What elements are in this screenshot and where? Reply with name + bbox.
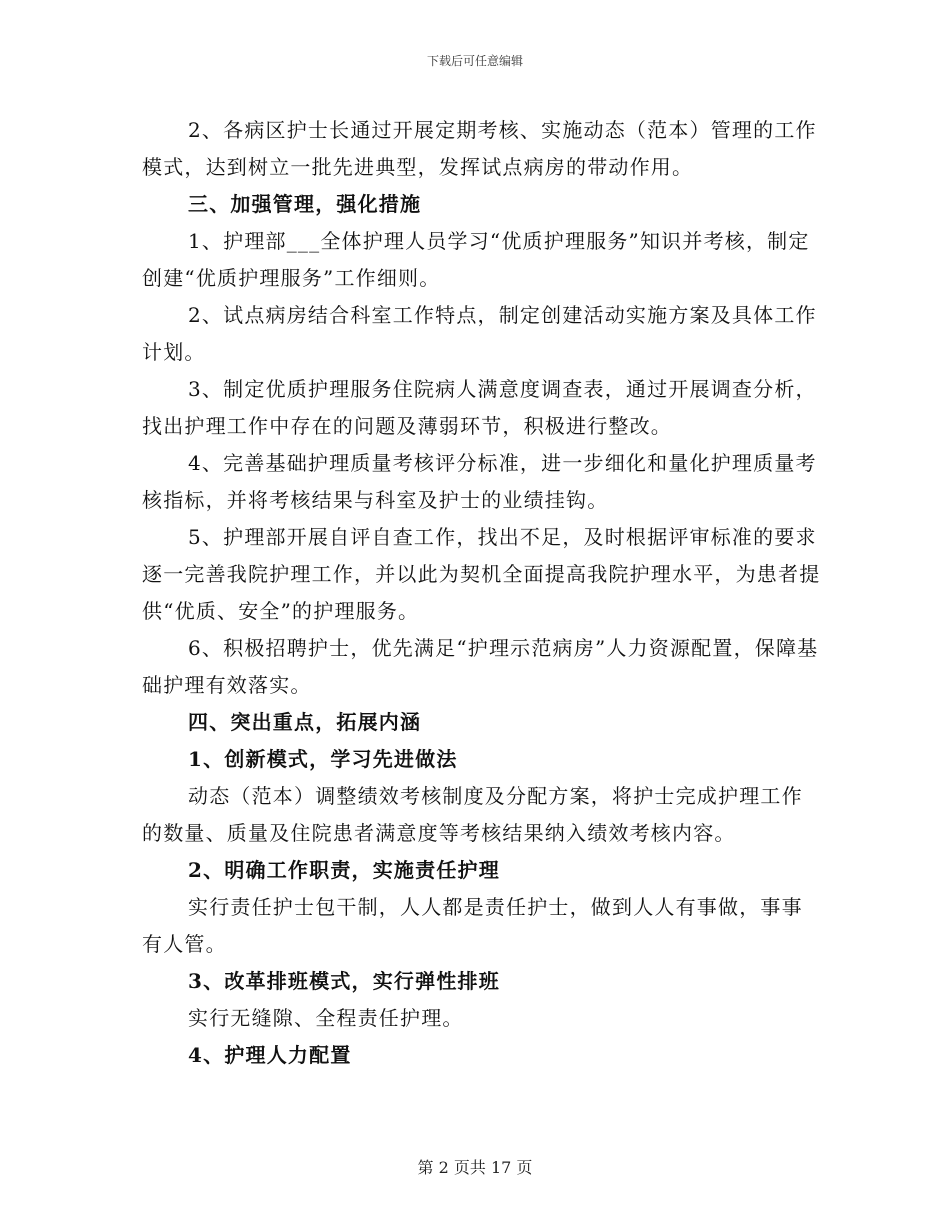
subheading-4-4: 4、护理人力配置	[188, 1043, 352, 1067]
subheading-4-3: 3、改革排班模式，实行弹性排班	[188, 969, 500, 993]
paragraph-3-6: 6、积极招聘护士，优先满足“护理示范病房”人力资源配置，保障基础护理有效落实。	[142, 636, 819, 697]
section-heading-3: 三、加强管理，强化措施	[188, 192, 422, 216]
paragraph-3-5: 5、护理部开展自评自查工作，找出不足，及时根据评审标准的要求逐一完善我院护理工作，并以此为契机全面提高我院护理水平，为患者提供“优质、安全”的护理服务。	[142, 525, 821, 623]
subheading-4-2: 2、明确工作职责，实施责任护理	[188, 858, 500, 882]
paragraph-3-2: 2、试点病房结合科室工作特点，制定创建活动实施方案及具体工作计划。	[142, 303, 817, 364]
page-header: 下载后可任意编辑	[426, 54, 523, 68]
paragraph-4-3: 实行无缝隙、全程责任护理。	[188, 1006, 464, 1030]
subheading-4-1: 1、创新模式，学习先进做法	[188, 747, 458, 771]
paragraph-4-1: 动态（范本）调整绩效考核制度及分配方案，将护士完成护理工作的数量、质量及住院患者满意度等考核结果纳入绩效考核内容。	[142, 784, 803, 845]
paragraph-item-2: 2、各病区护士长通过开展定期考核、实施动态（范本）管理的工作模式，达到树立一批先进典型，发挥试点病房的带动作用。	[142, 118, 817, 179]
paragraph-3-4: 4、完善基础护理质量考核评分标准，进一步细化和量化护理质量考核指标，并将考核结果与科室及护士的业绩挂钩。	[142, 451, 817, 512]
document-body	[142, 112, 822, 1074]
paragraph-3-3: 3、制定优质护理服务住院病人满意度调查表，通过开展调查分析，找出护理工作中存在的问题及薄弱环节，积极进行整改。	[142, 377, 817, 438]
paragraph-4-2: 实行责任护士包干制，人人都是责任护士，做到人人有事做，事事有人管。	[142, 895, 803, 956]
paragraph-3-1: 1、护理部___全体护理人员学习“优质护理服务”知识并考核，制定创建“优质护理服务”工作细则。	[142, 229, 810, 290]
section-heading-4: 四、突出重点，拓展内涵	[188, 710, 422, 734]
page-number: 第 2 页共 17 页	[417, 1158, 533, 1177]
